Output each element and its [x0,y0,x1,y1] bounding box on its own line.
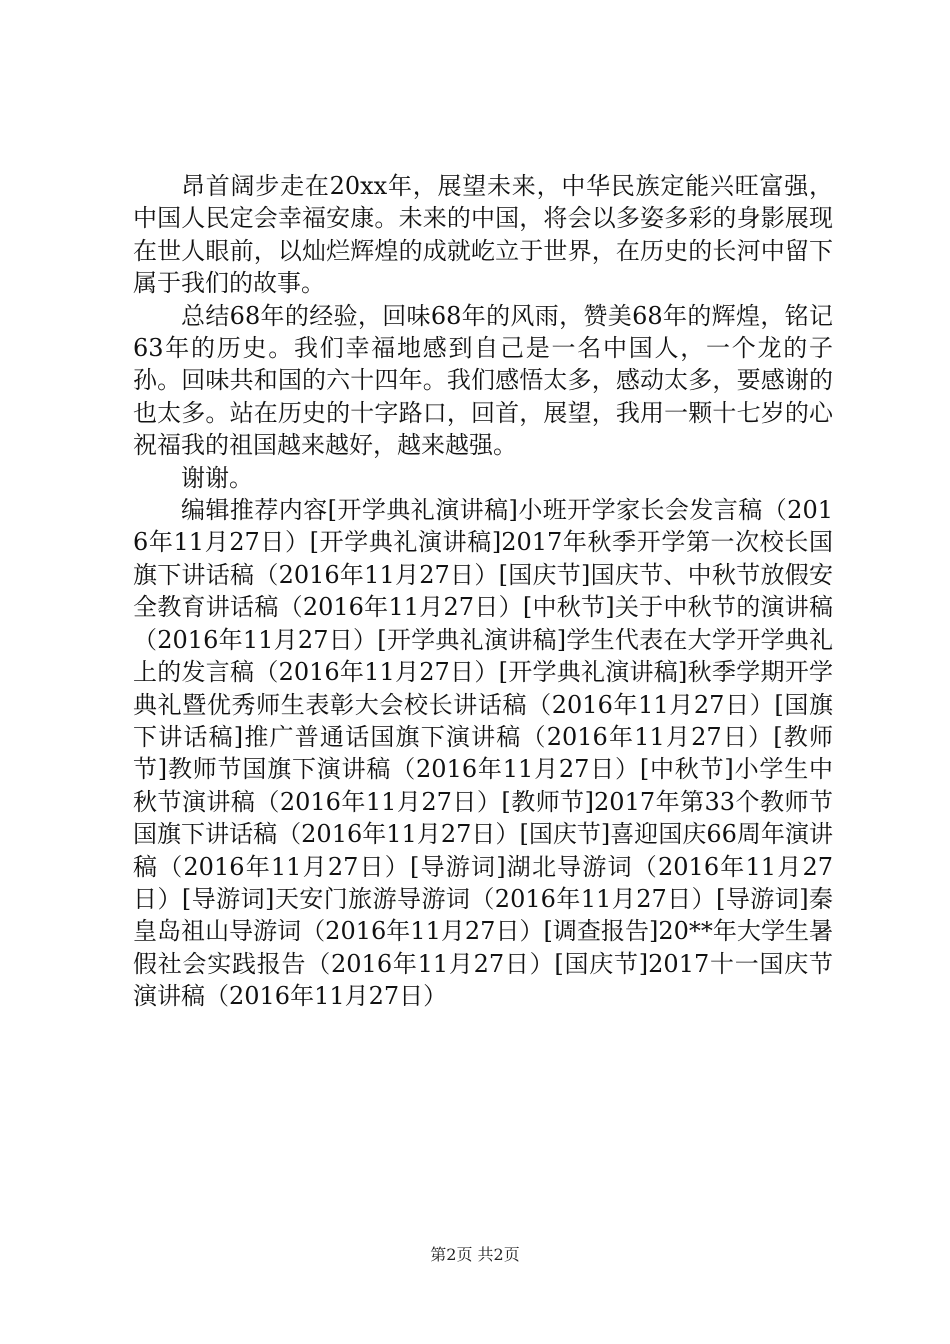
document-body [133,170,833,1013]
paragraph-recommended: 编辑推荐内容[开学典礼演讲稿]小班开学家长会发言稿（2016年11月27日）[开学典礼演讲稿]2017年秋季开学第一次校长国旗下讲话稿（2016年11月27日）[国庆节]国庆节、中秋节放假安全教育讲话稿（2016年11月27日）[中秋节]关于中秋节的演讲稿（2016年11月27日）[开学典礼演讲稿]学生代表在大学开学典礼上的发言稿（2016年11月27日）[开学典礼演讲稿]秋季学期开学典礼暨优秀师生表彰大会校长讲话稿（2016年11月27日）[国旗下讲话稿]推广普通话国旗下演讲稿（2016年11月27日）[教师节]教师节国旗下演讲稿（2016年11月27日）[中秋节]小学生中秋节演讲稿（2016年11月27日）[教师节]2017年第33个教师节国旗下讲话稿（2016年11月27日）[国庆节]喜迎国庆66周年演讲稿（2016年11月27日）[导游词]湖北导游词（2016年11月27日）[导游词]天安门旅游导游词（2016年11月27日）[导游词]秦皇岛祖山导游词（2016年11月27日）[调查报告]20**年大学生暑假社会实践报告（2016年11月27日）[国庆节]2017十一国庆节演讲稿（2016年11月27日） [133,496,833,1011]
paragraph-thanks: 谢谢。 [181,463,253,492]
paragraph-history: 总结68年的经验，回味68年的风雨，赞美68年的辉煌，铭记63年的历史。我们幸福地感到自己是一名中国人，一个龙的子孙。回味共和国的六十四年。我们感悟太多，感动太多，要感谢的也太多。站在历史的十字路口，回首，展望，我用一颗十七岁的心祝福我的祖国越来越好，越来越强。 [133,301,833,460]
paragraph-future: 昂首阔步走在20xx年，展望未来，中华民族定能兴旺富强，中国人民定会幸福安康。未来的中国，将会以多姿多彩的身影展现在世人眼前，以灿烂辉煌的成就屹立于世界，在历史的长河中留下属于我们的故事。 [133,172,833,298]
page-footer: 第2页 共2页 [430,1245,520,1264]
